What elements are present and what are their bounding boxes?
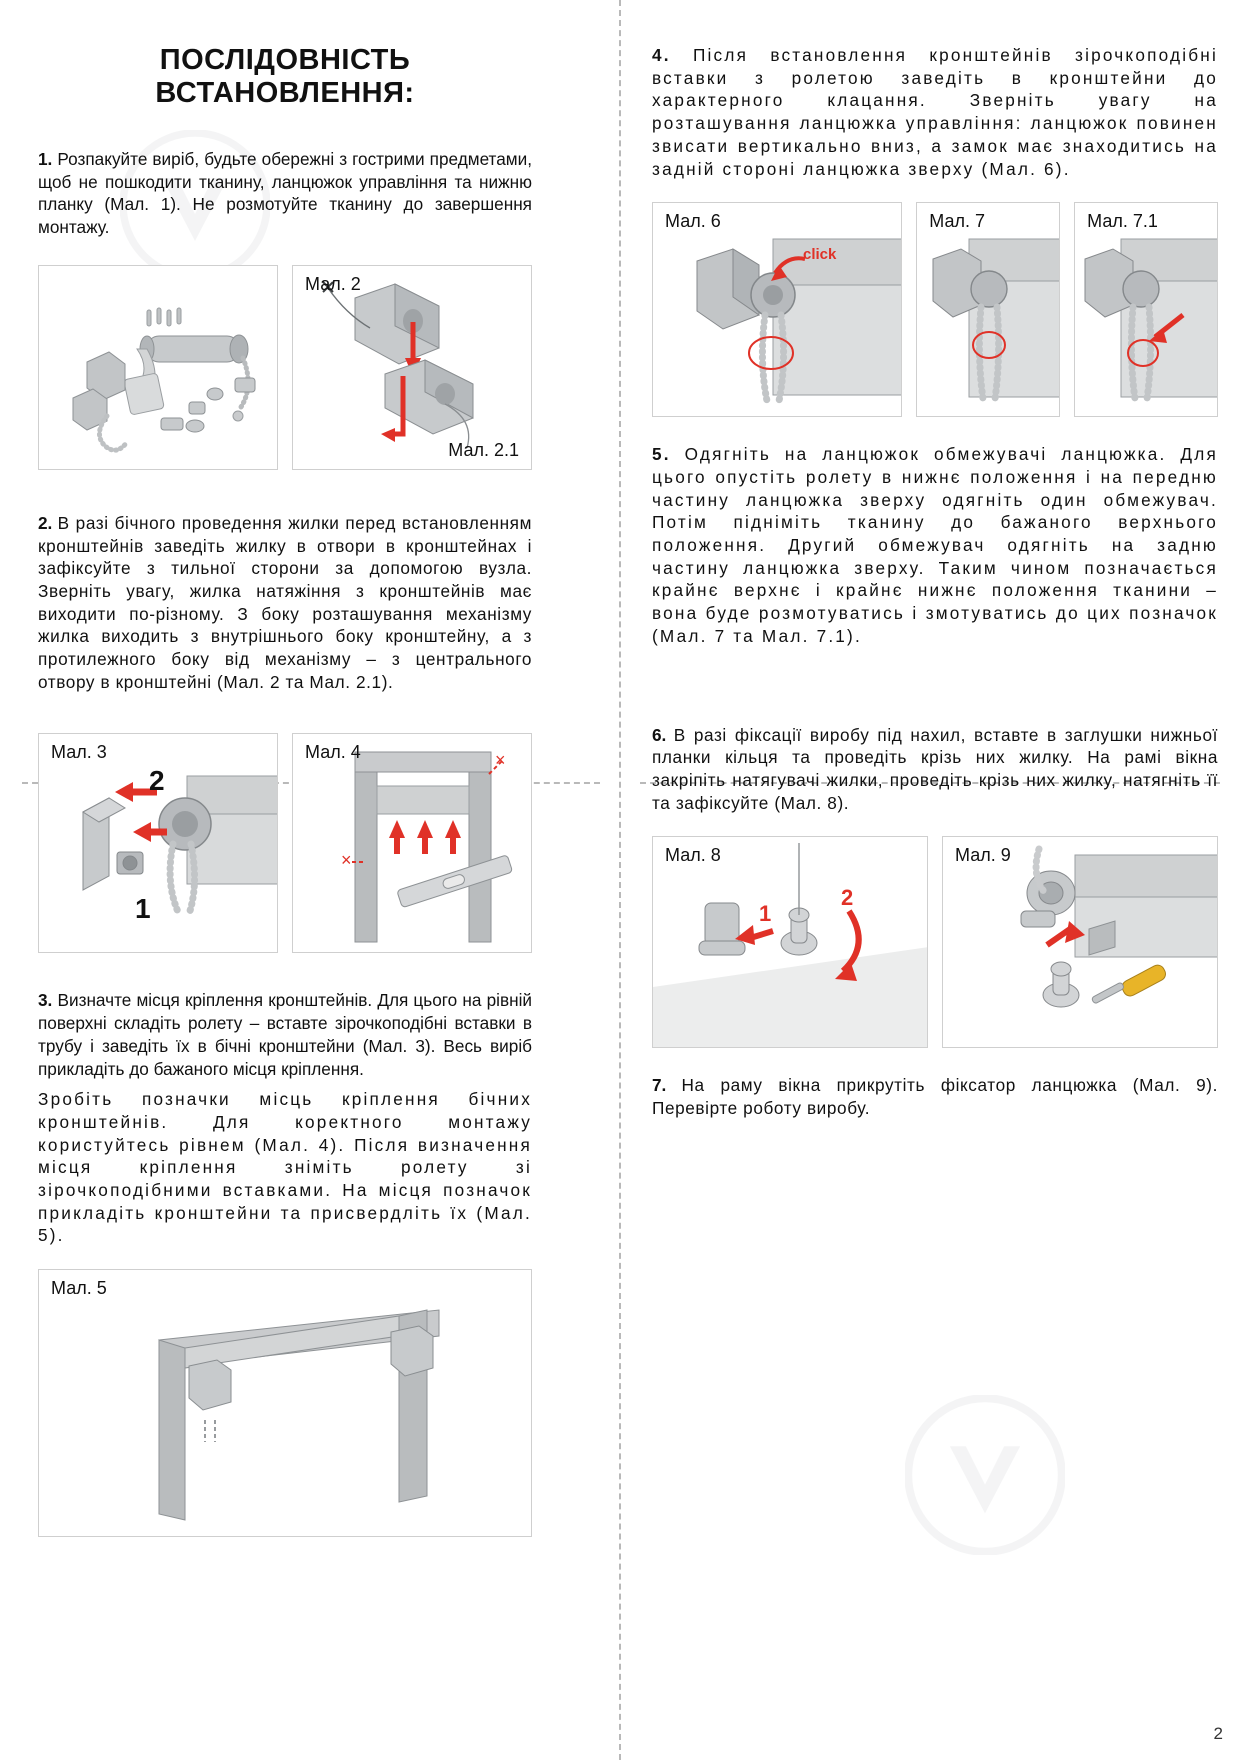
figure-6-click-label: click: [803, 246, 837, 264]
step-7-number: 7.: [652, 1075, 667, 1096]
left-column: [38, 0, 532, 1537]
step-7-text: На раму вікна прикрутіть фіксатор ланцюжка (Мал. 9). Перевірте роботу виробу.: [652, 1075, 1218, 1119]
step-6-number: 6.: [652, 724, 667, 745]
step-6-paragraph: [652, 724, 1218, 815]
figure-9-caption: Мал. 9: [955, 845, 1011, 866]
step-5-number: 5.: [652, 444, 671, 465]
step-6-text: В разі фіксації виробу під нахил, вставте в заглушки нижньої планки кільця та проведіть крізь них жилку. На рамі вікна закріпіть натягувачі жилки, проведіть крізь них жилку, натягніть її та зафіксуйте (Мал. 8).: [652, 724, 1218, 813]
figure-9: [942, 836, 1218, 1048]
figure-8-illustration: [653, 837, 928, 1048]
figure-3: [38, 733, 278, 953]
figure-7-1-caption: Мал. 7.1: [1087, 211, 1158, 232]
figure-3-caption: Мал. 3: [51, 742, 107, 763]
figure-7: [916, 202, 1060, 417]
figure-6: [652, 202, 902, 417]
figure-1: [38, 265, 278, 470]
figure-2: [292, 265, 532, 470]
figure-5-illustration: [39, 1270, 532, 1537]
figure-6-illustration: [653, 203, 902, 417]
step-2-paragraph: [38, 512, 532, 694]
figure-5: [38, 1269, 532, 1537]
step-1-paragraph: [38, 148, 532, 239]
step-5-paragraph: [652, 443, 1218, 647]
svg-text:×: ×: [495, 750, 506, 771]
svg-text:1: 1: [759, 901, 772, 927]
figure-7-1-illustration: [1075, 203, 1218, 417]
page-number: 2: [1213, 1724, 1223, 1743]
step-2-text: В разі бічного проведення жилки перед встановленням кронштейнів заведіть жилку в отвори в кронштейнах і зафіксуйте з тильної сторони за допомогою вузла. Зверніть увагу, жилка натяжіння з кронштейнів має виходити по-різному. З боку розташування механізму жилка виходить з внутрішнього боку кронштейну, а з протилежного боку від механізму – з центрального отвору в кронштейні (Мал. 2 та Мал. 2.1).: [38, 512, 532, 692]
figure-7-illustration: [917, 203, 1060, 417]
figure-2-caption: Мал. 2: [305, 273, 361, 294]
step-7-paragraph: [652, 1074, 1218, 1119]
svg-text:2: 2: [841, 885, 854, 911]
figure-2-1-caption: Мал. 2.1: [448, 439, 519, 460]
step-4-text: Після встановлення кронштейнів зірочкоподібні вставки з ролетою заведіть в кронштейни до характерного клацання. Зверніть увагу на розташування ланцюжка управління: ланцюжок повинен звисати вертикально вниз, а замок має знаходитись на задній стороні ланцюжка зверху (Мал. 6).: [652, 45, 1218, 179]
step-1-number: 1.: [38, 149, 53, 169]
figure-4-illustration: [293, 734, 532, 953]
step-3-paragraph: [38, 989, 532, 1080]
figure-6-caption: Мал. 6: [665, 211, 721, 232]
step-3b-paragraph: Зробіть позначки місць кріплення бічних кронштейнів. Для коректного монтажу користуйтесь рівнем (Мал. 4). Після визначення місця кріплення зніміть ролету зі зірочкоподібними вставками. На місця позначок прикладіть кронштейни та присвердліть їх (Мал. 5).: [38, 1089, 532, 1246]
watermark-logo-bottom: [905, 1395, 1065, 1555]
figure-4: [292, 733, 532, 953]
right-column: [652, 0, 1218, 1128]
figure-9-illustration: [943, 837, 1218, 1048]
figure-1-illustration: [39, 266, 278, 470]
vertical-divider: [619, 0, 621, 1760]
figure-8-caption: Мал. 8: [665, 845, 721, 866]
svg-text:2: 2: [149, 765, 165, 797]
svg-text:1: 1: [135, 893, 151, 925]
step-4-number: 4.: [652, 45, 671, 65]
svg-text:×: ×: [341, 850, 352, 871]
step-4-paragraph: [652, 44, 1218, 180]
figure-5-caption: Мал. 5: [51, 1278, 107, 1299]
step-5-text: Одягніть на ланцюжок обмежувачі ланцюжка. Для цього опустіть ролету в нижнє положення і на передню частину ланцюжка зверху одягніть один обмежувач. Потім підніміть тканину до бажаного верхнього положення. Другий обмежувач одягніть на задню частину ланцюжка зверху. Таким чином позначається крайнє верхнє і крайнє нижнє положення тканини – вона буде розмотуватись і змотуватись до цих позначок (Мал. 7 та Мал. 7.1).: [652, 444, 1218, 646]
figure-3-illustration: [39, 734, 278, 953]
step-1-text: Розпакуйте виріб, будьте обережні з гострими предметами, щоб не пошкодити тканину, ланцюжок управління та нижню планку (Мал. 1). Не розмотуйте тканину до завершення монтажу.: [38, 149, 532, 238]
step-2-number: 2.: [38, 512, 53, 533]
page-title: ПОСЛІДОВНІСТЬ ВСТАНОВЛЕННЯ:: [155, 44, 415, 109]
figure-4-caption: Мал. 4: [305, 742, 361, 763]
figure-7-caption: Мал. 7: [929, 211, 985, 232]
figure-7-1: [1074, 202, 1218, 417]
figure-8: [652, 836, 928, 1048]
step-3-number: 3.: [38, 990, 53, 1011]
step-3-text: Визначте місця кріплення кронштейнів. Для цього на рівній поверхні складіть ролету – вставте зірочкоподібні вставки в трубу і заведіть їх в бічні кронштейни (Мал. 3). Весь виріб прикладіть до бажаного місця кріплення.: [38, 990, 532, 1079]
